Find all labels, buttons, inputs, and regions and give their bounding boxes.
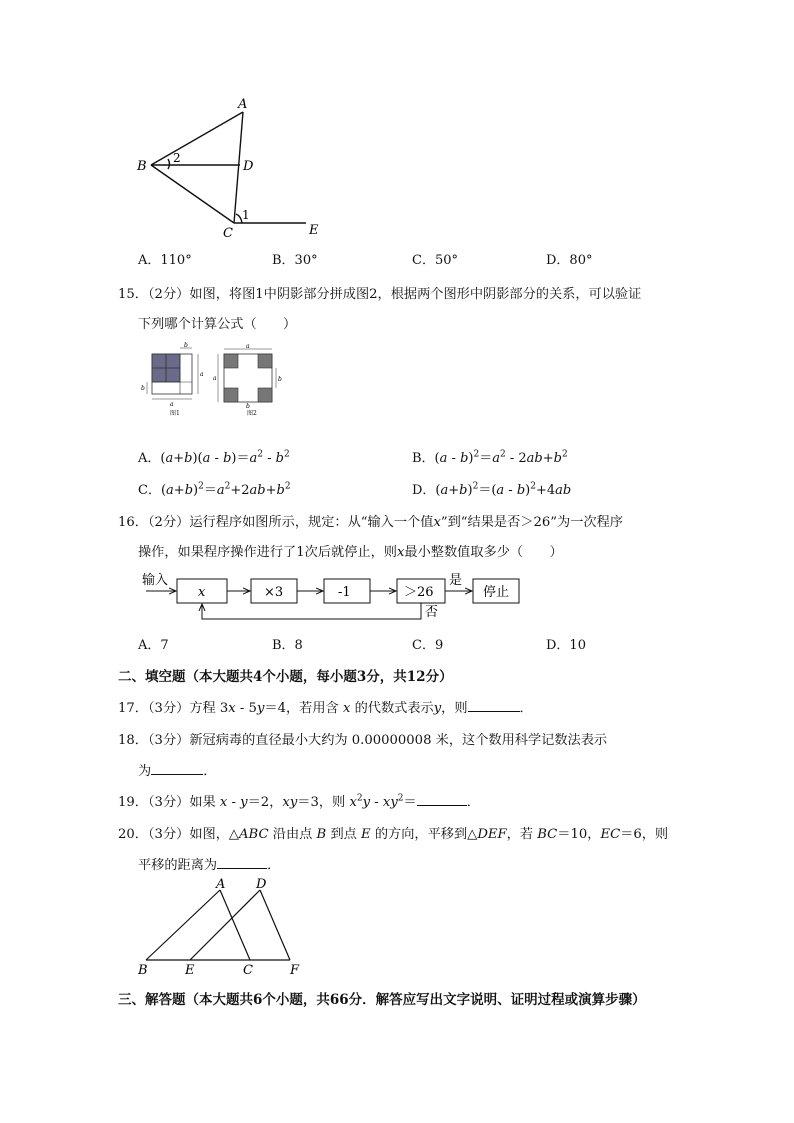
q17-answer-blank[interactable] <box>468 700 520 712</box>
fig20-label-d: D <box>256 877 267 892</box>
q15-option-b[interactable]: B．$(a - b)^2=a^2 - 2ab+b^2$ <box>412 449 568 466</box>
q20-stem-line1: 20．（3分）如图，△ABC 沿由点 B 到点 E 的方向，平移到△DEF，若 BC＝10，EC＝6，则 <box>118 827 669 842</box>
fig14-label-e: E <box>309 223 319 238</box>
q14-option-a[interactable]: A．110° <box>138 253 192 268</box>
fig1-label-a-bottom: a <box>170 401 174 408</box>
q14-figure <box>130 92 330 242</box>
flow-input-label: 输入 <box>142 573 169 588</box>
flow-box-minus1: -1 <box>338 585 351 600</box>
fig2-label-a-top: a <box>246 343 250 350</box>
q14-option-c[interactable]: C．50° <box>412 253 458 268</box>
fig14-label-a: A <box>238 97 248 112</box>
flow-box-x: x <box>198 585 206 600</box>
fig1-label-b-left: b <box>141 385 145 392</box>
q15-figures <box>140 342 290 408</box>
q18-answer-blank[interactable] <box>151 763 203 775</box>
q15-stem-line2: 下列哪个计算公式（ ） <box>138 317 297 332</box>
fig2-caption: 图2 <box>247 410 257 417</box>
fig14-angle-1: 1 <box>242 208 250 222</box>
fig1-caption: 图1 <box>170 410 180 417</box>
q15-option-d[interactable]: D．$(a+b)^2=(a - b)^2+4ab$ <box>412 481 572 498</box>
flow-no-label: 否 <box>425 605 439 620</box>
q16-option-a[interactable]: A．7 <box>138 638 169 653</box>
flow-box-gt26: ＞26 <box>404 585 434 600</box>
flow-box-times3: ×3 <box>264 585 284 600</box>
fig20-label-a: A <box>216 877 226 892</box>
q20-stem-line2: 平移的距离为 ． <box>138 858 281 873</box>
fig20-label-e: E <box>185 963 195 978</box>
q19-stem: 19．（3分）如果 x - y＝2，xy＝3，则 $x^2y - xy^2=$ ． <box>118 793 480 810</box>
q15-option-c[interactable]: C．$(a+b)^2=a^2+2ab+b^2$ <box>138 481 291 498</box>
q16-stem-line1: 16．（2分）运行程序如图所示，规定：从“输入一个值x”到“结果是否＞26”为一次程序 <box>118 515 623 530</box>
q14-option-d[interactable]: D．80° <box>546 253 593 268</box>
fig20-label-f: F <box>290 963 300 978</box>
flow-yes-label: 是 <box>449 573 463 588</box>
fig2-label-b-right: b <box>278 376 282 383</box>
fig14-label-d: D <box>243 159 254 174</box>
q15-option-a[interactable]: A．$(a+b)(a - b)=a^2 - b^2$ <box>138 449 290 466</box>
section3-title: 三、解答题（本大题共6个小题，共66分．解答应写出文字说明、证明过程或演算步骤） <box>118 992 646 1008</box>
q16-option-d[interactable]: D．10 <box>546 638 586 653</box>
fig14-angle-2: 2 <box>173 151 181 165</box>
flow-box-stop: 停止 <box>483 585 510 600</box>
fig1-label-a-right: a <box>200 371 204 378</box>
fig14-label-b: B <box>137 159 147 174</box>
fig1-label-b-top: b <box>184 342 188 349</box>
q16-flowchart <box>136 566 536 628</box>
fig20-label-c: C <box>243 963 253 978</box>
q19-answer-blank[interactable] <box>417 794 467 806</box>
q17-stem: 17．（3分）方程 3x - 5y＝4，若用含 x 的代数式表示y，则 ． <box>118 701 533 716</box>
section2-title: 二、填空题（本大题共4个小题，每小题3分，共12分） <box>118 669 453 685</box>
q20-answer-blank[interactable] <box>217 857 267 869</box>
q14-option-b[interactable]: B．30° <box>272 253 318 268</box>
q16-option-b[interactable]: B．8 <box>272 638 303 653</box>
fig20-label-b: B <box>138 963 148 978</box>
fig2-label-b-bottom: b <box>246 403 250 408</box>
q18-stem-line1: 18．（3分）新冠病毒的直径最小大约为 0.00000008 米，这个数用科学记数法表示 <box>118 733 608 748</box>
fig2-label-a-left: a <box>213 375 217 382</box>
q16-stem-line2: 操作，如果程序操作进行了1次后就停止，则x最小整数值取多少（ ） <box>138 545 563 560</box>
q20-figure <box>132 874 312 980</box>
fig14-label-c: C <box>223 226 233 241</box>
q15-stem-line1: 15．（2分）如图，将图1中阴影部分拼成图2，根据两个图形中阴影部分的关系，可以验证 <box>118 287 642 302</box>
q16-option-c[interactable]: C．9 <box>412 638 444 653</box>
q18-stem-line2: 为 ． <box>138 764 217 779</box>
